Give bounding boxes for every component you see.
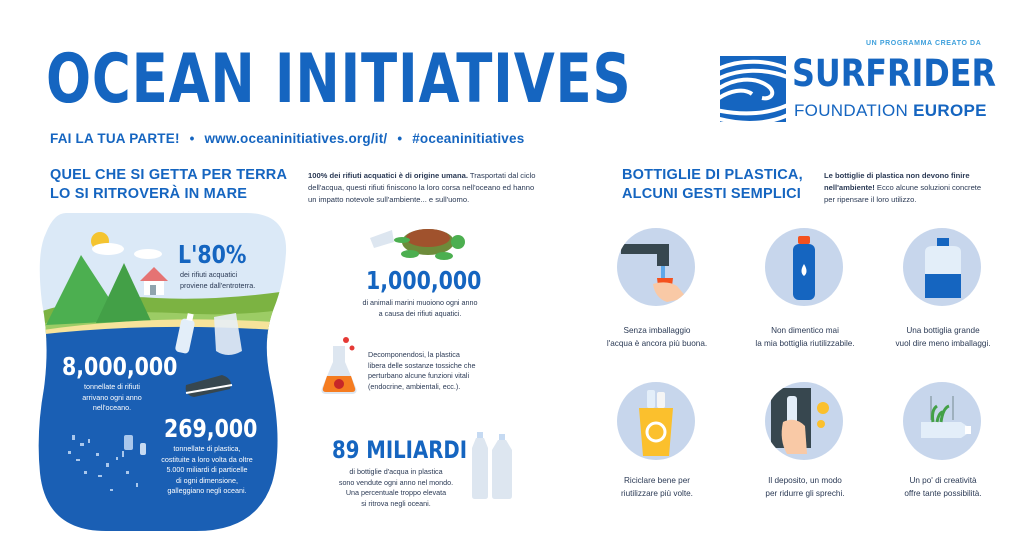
large-water-jug-icon xyxy=(903,228,981,306)
right-intro: Le bottiglie di plastica non devono finire nell'ambiente! Ecco alcune soluzioni concrete per ripensare il loro utilizzo. xyxy=(824,171,982,204)
tip-caption-recycle: Riciclare bene per riutilizzare più volte. xyxy=(621,476,693,498)
toxic-flask-icon xyxy=(318,332,364,398)
tip-circle-tap xyxy=(617,228,695,306)
separator: • xyxy=(189,131,195,146)
stat-269-thousand: 269,000 xyxy=(164,414,258,443)
stat-animals-text: di animali marini muoiono ogni anno a causa dei rifiuti aquatici. xyxy=(362,298,478,318)
logo-subtitle: FOUNDATION EUROPE xyxy=(794,101,987,120)
separator: • xyxy=(397,131,403,146)
program-label: UN PROGRAMMA CREATO DA xyxy=(866,40,982,47)
tip-circle-planter xyxy=(903,382,981,460)
left-heading: QUEL CHE SI GETTA PER TERRA LO SI RITROVERÀ IN MARE xyxy=(50,167,288,202)
water-bottles-icon xyxy=(468,432,518,500)
stat-8-million-text: tonnellate di rifiuti arrivano ogni anno nell'oceano. xyxy=(82,382,142,412)
tagline: FAI LA TUA PARTE! xyxy=(50,131,180,146)
stat-80-percent: L'80% xyxy=(178,240,247,269)
stat-80-text: dei rifiuti acquatici proviene dall'entroterra. xyxy=(180,270,256,290)
stat-animals-value: 1,000,000 xyxy=(366,266,482,295)
decompose-text: Decomponendosi, la plastica libera delle sostanze tossiche che perturbano alcune funzioni vitali (endocrine, ambientali, ecc.). xyxy=(368,350,476,391)
logo-name: SURFRIDER xyxy=(792,52,996,95)
reusable-bottle-icon xyxy=(765,228,843,306)
tip-caption-jug: Una bottiglia grande vuol dire meno imballaggi. xyxy=(895,326,991,348)
tip-caption-tap: Senza imballaggio l'acqua è ancora più buona. xyxy=(606,326,708,348)
stat-bottles-value: 89 MILIARDI xyxy=(332,436,468,464)
page-title: OCEAN INITIATIVES xyxy=(46,40,632,119)
hashtag-link[interactable]: #oceaninitiatives xyxy=(412,131,525,146)
recycling-bin-icon xyxy=(617,382,695,460)
bottle-deposit-icon xyxy=(765,382,843,460)
stat-bottles-text: di bottiglie d'acqua in plastica sono vendute ogni anno nel mondo. Una percentuale troppo elevata si ritrova negli oceani. xyxy=(338,467,454,508)
tip-caption-bottle: Non dimentico mai la mia bottiglia riutilizzabile. xyxy=(755,326,855,348)
tip-caption-planter: Un po' di creatività offre tante possibilità. xyxy=(904,476,982,498)
stat-8-million: 8,000,000 xyxy=(62,352,178,381)
surfrider-logo-icon xyxy=(720,56,786,122)
website-link[interactable]: www.oceaninitiatives.org/it/ xyxy=(204,131,388,146)
tap-water-icon xyxy=(617,228,695,306)
tip-circle-recycle xyxy=(617,382,695,460)
tip-circle-jug xyxy=(903,228,981,306)
turtle-icon xyxy=(366,220,470,264)
tip-circle-bottle xyxy=(765,228,843,306)
bottle-planter-icon xyxy=(903,382,981,460)
left-intro: 100% dei rifiuti acquatici è di origine umana. Trasportati dal ciclo dell'acqua, questi rifiuti finiscono la loro corsa nell'oceano ed hanno un impatto notevole sull'ambiente... e sull'uomo. xyxy=(308,171,536,204)
header-subline xyxy=(50,131,524,146)
tip-circle-deposit xyxy=(765,382,843,460)
tip-caption-deposit: Il deposito, un modo per ridurre gli sprechi. xyxy=(765,476,845,498)
right-heading: BOTTIGLIE DI PLASTICA, ALCUNI GESTI SEMPLICI xyxy=(622,167,803,202)
stat-269-text: tonnellate di plastica, costituite a loro volta da oltre 5.000 miliardi di particelle di ogni dimensione, galleggiano negli oceani. xyxy=(161,444,253,495)
